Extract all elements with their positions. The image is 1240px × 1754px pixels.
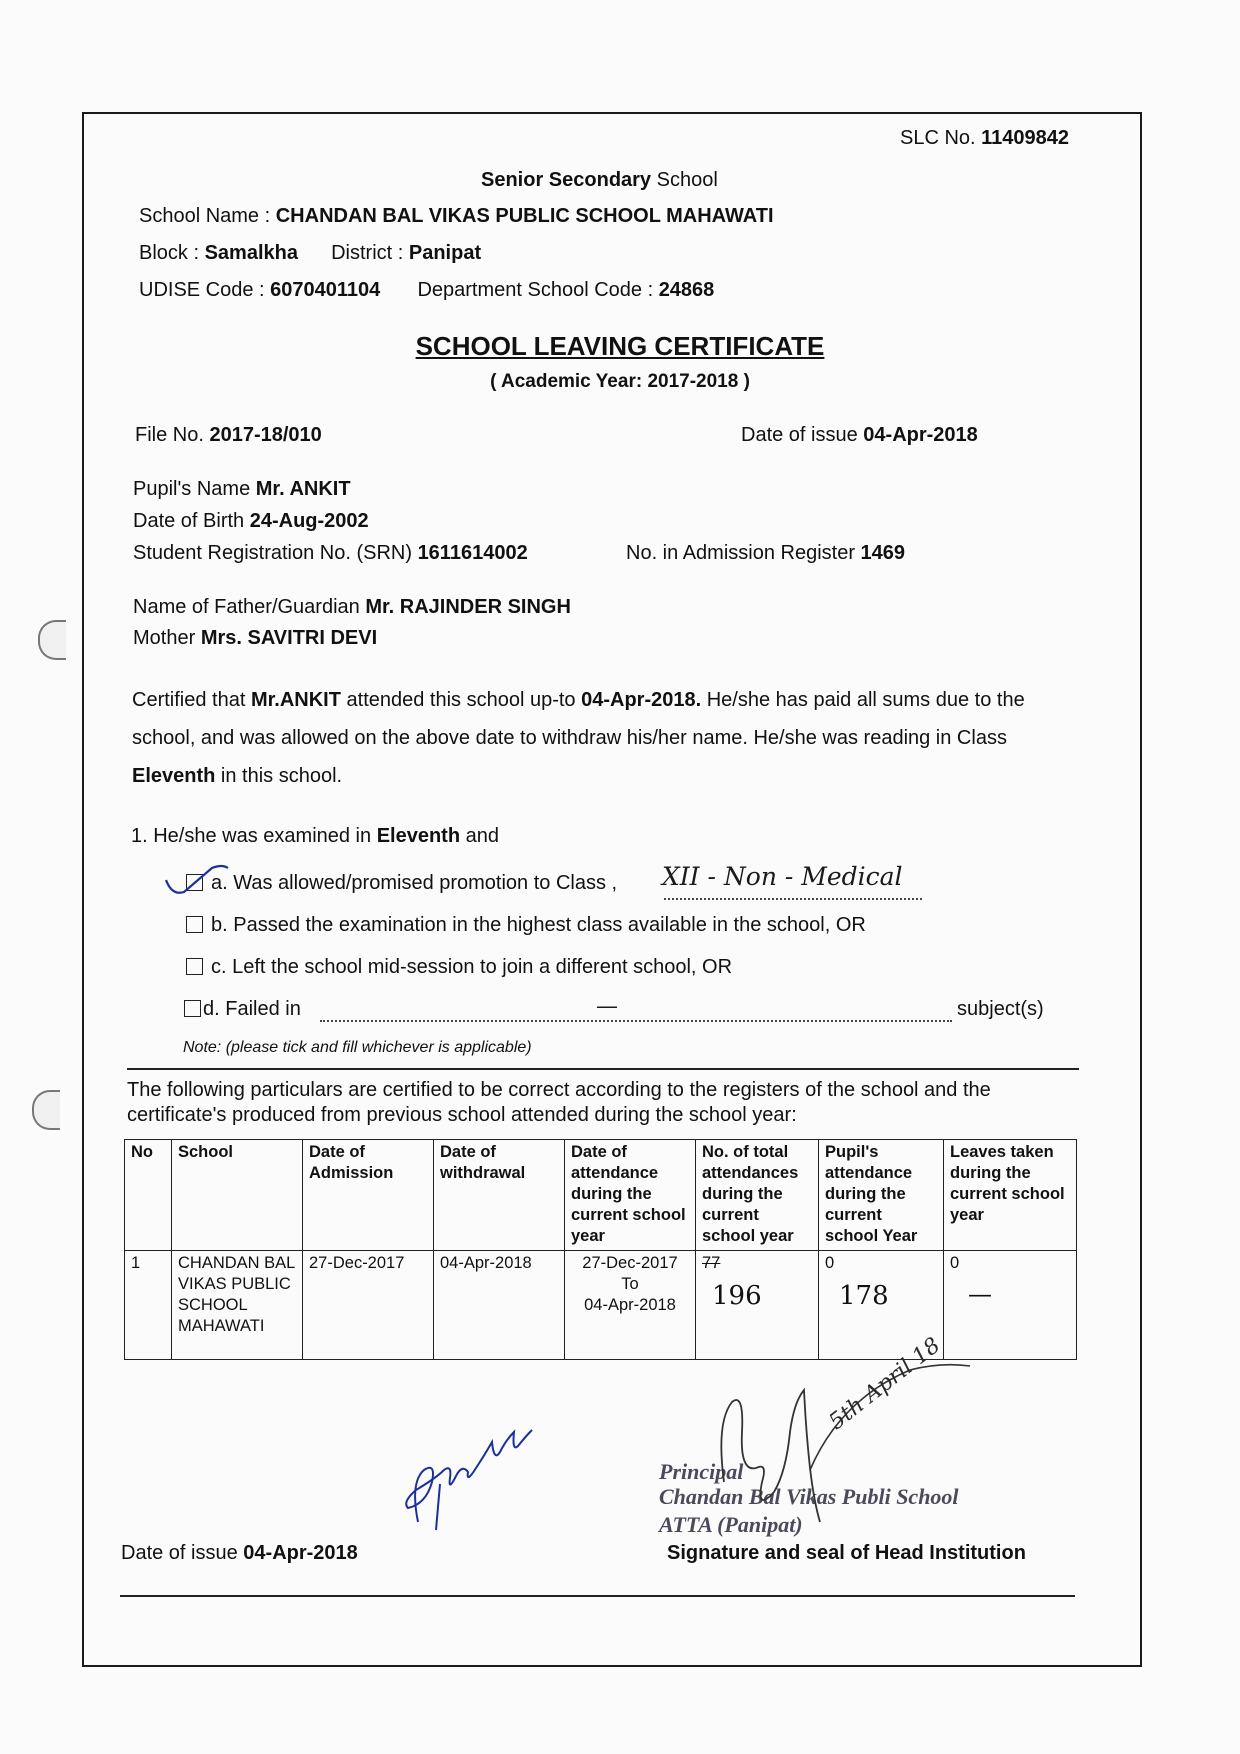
block-district: Block : Samalkha District : Panipat bbox=[139, 242, 482, 264]
date-of-issue-top: Date of issue 04-Apr-2018 bbox=[741, 424, 978, 446]
handwritten-date: 5th April 18 bbox=[824, 1333, 946, 1435]
cell-withdrawal: 04-Apr-2018 bbox=[434, 1251, 565, 1360]
failed-subjects-handwritten: — bbox=[596, 994, 618, 1019]
note: Note: (please tick and fill whichever is applicable) bbox=[183, 1039, 532, 1056]
promotion-class-line bbox=[664, 898, 922, 900]
pupil-attendance-handwritten: 178 bbox=[839, 1281, 889, 1311]
bottom-rule bbox=[120, 1595, 1075, 1597]
col-withdrawal: Date of withdrawal bbox=[434, 1140, 565, 1251]
leaves-handwritten: — bbox=[968, 1280, 992, 1308]
stamp-location: ATTA (Panipat) bbox=[659, 1512, 803, 1537]
stamp-school-name: Chandan Bal Vikas Publi School bbox=[659, 1484, 959, 1509]
certificate-title: SCHOOL LEAVING CERTIFICATE bbox=[415, 331, 825, 361]
academic-year: ( Academic Year: 2017-2018 ) bbox=[490, 371, 750, 392]
option-b: b. Passed the examination in the highest class available in the school, OR bbox=[186, 914, 866, 937]
tick-mark-icon bbox=[162, 862, 252, 902]
option-c: c. Left the school mid-session to join a different school, OR bbox=[186, 956, 732, 979]
cell-attendance-dates: 27-Dec-2017 To 04-Apr-2018 bbox=[565, 1251, 696, 1360]
divider-line bbox=[127, 1068, 1079, 1070]
date-of-birth: Date of Birth 24-Aug-2002 bbox=[133, 510, 369, 532]
school-name: School Name : CHANDAN BAL VIKAS PUBLIC SCHOOL MAHAWATI bbox=[139, 205, 774, 227]
exam-intro: 1. He/she was examined in Eleventh and bbox=[131, 825, 499, 847]
particulars-text: The following particulars are certified to be correct according to the registers of the school and the certificate's produced from previous school attended during the school year: bbox=[127, 1079, 991, 1126]
pupil-name: Pupil's Name Mr. ANKIT bbox=[133, 478, 351, 500]
admission-number: No. in Admission Register 1469 bbox=[626, 542, 906, 564]
punch-hole-bottom bbox=[32, 1090, 60, 1130]
signature-label: Signature and seal of Head Institution bbox=[667, 1542, 1026, 1564]
srn: Student Registration No. (SRN) 1611614002 bbox=[133, 542, 528, 564]
checkbox-d[interactable] bbox=[184, 1000, 201, 1017]
checkbox-b[interactable] bbox=[186, 916, 203, 933]
school-type: Senior Secondary School bbox=[481, 169, 718, 191]
stamp-principal: Principal bbox=[659, 1459, 744, 1484]
date-of-issue-bottom: Date of issue 04-Apr-2018 bbox=[121, 1542, 358, 1564]
col-school: School bbox=[172, 1140, 303, 1251]
guardian-signature bbox=[396, 1412, 546, 1537]
option-a: a. Was allowed/promised promotion to Class , bbox=[186, 872, 617, 895]
subjects-suffix: subject(s) bbox=[957, 998, 1044, 1020]
udise-code: UDISE Code : 6070401104 Department School Code : 24868 bbox=[139, 279, 715, 301]
promotion-class-handwritten: XII - Non - Medical bbox=[662, 862, 903, 891]
cell-admission: 27-Dec-2017 bbox=[303, 1251, 434, 1360]
cell-school: CHANDAN BAL VIKAS PUBLIC SCHOOL MAHAWATI bbox=[172, 1251, 303, 1360]
cell-pupil-attendance: 0 178 bbox=[819, 1251, 944, 1360]
file-number: File No. 2017-18/010 bbox=[135, 424, 322, 446]
col-admission: Date of Admission bbox=[303, 1140, 434, 1251]
slc-number: SLC No. 11409842 bbox=[900, 127, 1070, 149]
certified-paragraph: Certified that Mr.ANKIT attended this school up-to 04-Apr-2018. He/she has paid all sums due to the school, and was allowed on the above date to withdraw his/her name. He/she was reading in Class Eleventh in this school. bbox=[132, 689, 1025, 787]
col-no: No bbox=[125, 1140, 172, 1251]
table-header-row bbox=[125, 1140, 1077, 1251]
col-pupil-attendance: Pupil's attendance during the current school Year bbox=[819, 1140, 944, 1251]
failed-subjects-line bbox=[320, 1020, 952, 1022]
total-handwritten: 196 bbox=[712, 1281, 762, 1311]
cell-leaves: 0 — bbox=[944, 1251, 1077, 1360]
punch-hole-top bbox=[38, 620, 66, 660]
checkbox-c[interactable] bbox=[186, 958, 203, 975]
option-d: d. Failed in bbox=[184, 998, 301, 1021]
cell-total-attendances: 77 196 bbox=[696, 1251, 819, 1360]
col-attendance-dates: Date of attendance during the current school year bbox=[565, 1140, 696, 1251]
father-name: Name of Father/Guardian Mr. RAJINDER SINGH bbox=[133, 596, 571, 618]
col-total-attendances: No. of total attendances during the current school year bbox=[696, 1140, 819, 1251]
col-leaves: Leaves taken during the current school year bbox=[944, 1140, 1077, 1251]
cell-no: 1 bbox=[125, 1251, 172, 1360]
attendance-table bbox=[124, 1139, 1077, 1360]
mother-name: Mother Mrs. SAVITRI DEVI bbox=[133, 627, 378, 649]
